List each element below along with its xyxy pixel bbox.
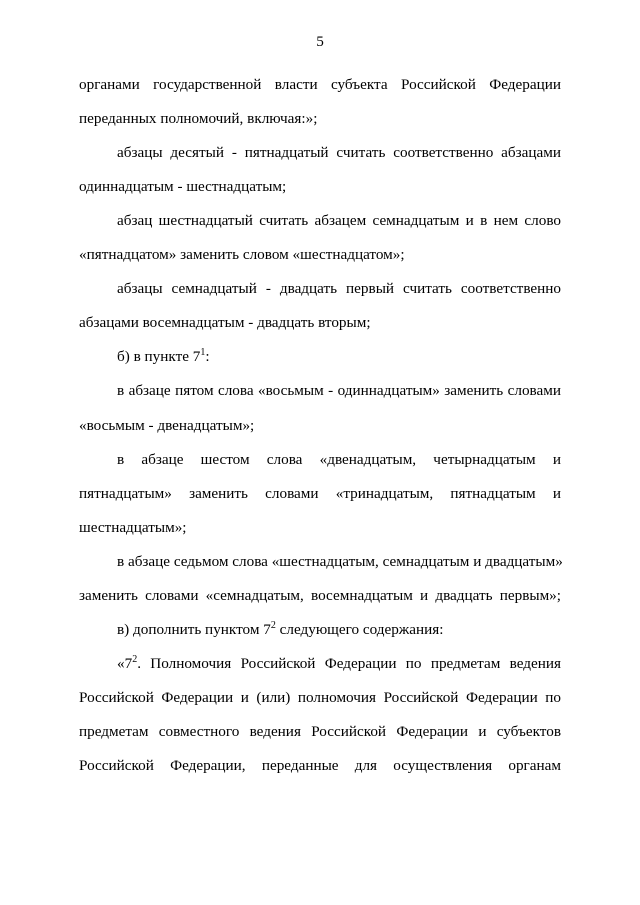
text-line <box>117 620 561 640</box>
text-line-main: абзац шестнадцатый считать абзацем семнадцатым и в нем слово <box>117 212 561 230</box>
text-line-after: следующего содержания: <box>275 620 444 638</box>
text-line-main: Российской Федерации и (или) полномочия Российской Федерации по <box>79 688 561 706</box>
superscript: 2 <box>132 653 138 665</box>
text-line-main: в) дополнить пунктом 7 <box>117 620 271 638</box>
text-line-main: шестнадцатым»; <box>79 518 187 536</box>
text-line-main: абзацы десятый - пятнадцатый считать соответственно абзацами <box>117 144 561 162</box>
text-line <box>117 143 561 163</box>
text-line <box>79 484 561 504</box>
superscript: 1 <box>200 347 206 359</box>
text-line-main: абзацами восемнадцатым - двадцать вторым; <box>79 314 371 332</box>
text-line-main: пятнадцатым» заменить словами «тринадцатым, пятнадцатым и <box>79 484 561 502</box>
superscript: 2 <box>270 619 276 631</box>
text-line-main: органами государственной власти субъекта Российской Федерации <box>79 76 561 93</box>
text-line <box>79 177 561 197</box>
text-line-main: «восьмым - двенадцатым»; <box>79 416 255 434</box>
text-line-main: в абзаце седьмом слова «шестнадцатым, семнадцатым и двадцатым» <box>117 552 563 570</box>
text-line <box>79 416 561 436</box>
text-line-main: б) в пункте 7 <box>117 348 201 366</box>
text-line-main: одиннадцатым - шестнадцатым; <box>79 178 287 196</box>
text-line <box>79 75 561 95</box>
text-line-main: в абзаце шестом слова «двенадцатым, четырнадцатым и <box>117 450 561 468</box>
text-line <box>117 381 561 401</box>
text-line-main: заменить словами «семнадцатым, восемнадцатым и двадцать первым»; <box>79 586 561 604</box>
text-line-main: предметам совместного ведения Российской Федерации и субъектов <box>79 722 561 740</box>
text-line <box>79 722 561 742</box>
text-line-main: «пятнадцатом» заменить словом «шестнадцатом»; <box>79 246 405 264</box>
text-line <box>117 654 561 674</box>
text-line <box>117 450 561 470</box>
text-line <box>79 245 561 265</box>
text-line <box>79 586 561 606</box>
text-line <box>79 109 561 129</box>
text-line <box>117 552 561 572</box>
text-line-main: абзацы семнадцатый - двадцать первый считать соответственно <box>117 280 561 298</box>
text-line <box>79 518 561 538</box>
text-line-after: . Полномочия Российской Федерации по предметам ведения <box>137 654 561 672</box>
text-line-main: Российской Федерации, переданные для осуществления органам <box>79 757 561 774</box>
text-line <box>117 347 561 367</box>
text-line-after: : <box>205 348 210 366</box>
text-line-main: переданных полномочий, включая:»; <box>79 110 318 128</box>
page-number: 5 <box>316 33 324 50</box>
text-line <box>79 756 561 776</box>
text-line-main: в абзаце пятом слова «восьмым - одиннадцатым» заменить словами <box>117 382 561 400</box>
text-line <box>79 313 561 333</box>
text-line <box>117 211 561 231</box>
text-line-main: «7 <box>117 654 133 672</box>
text-line <box>117 279 561 299</box>
text-line <box>79 688 561 708</box>
